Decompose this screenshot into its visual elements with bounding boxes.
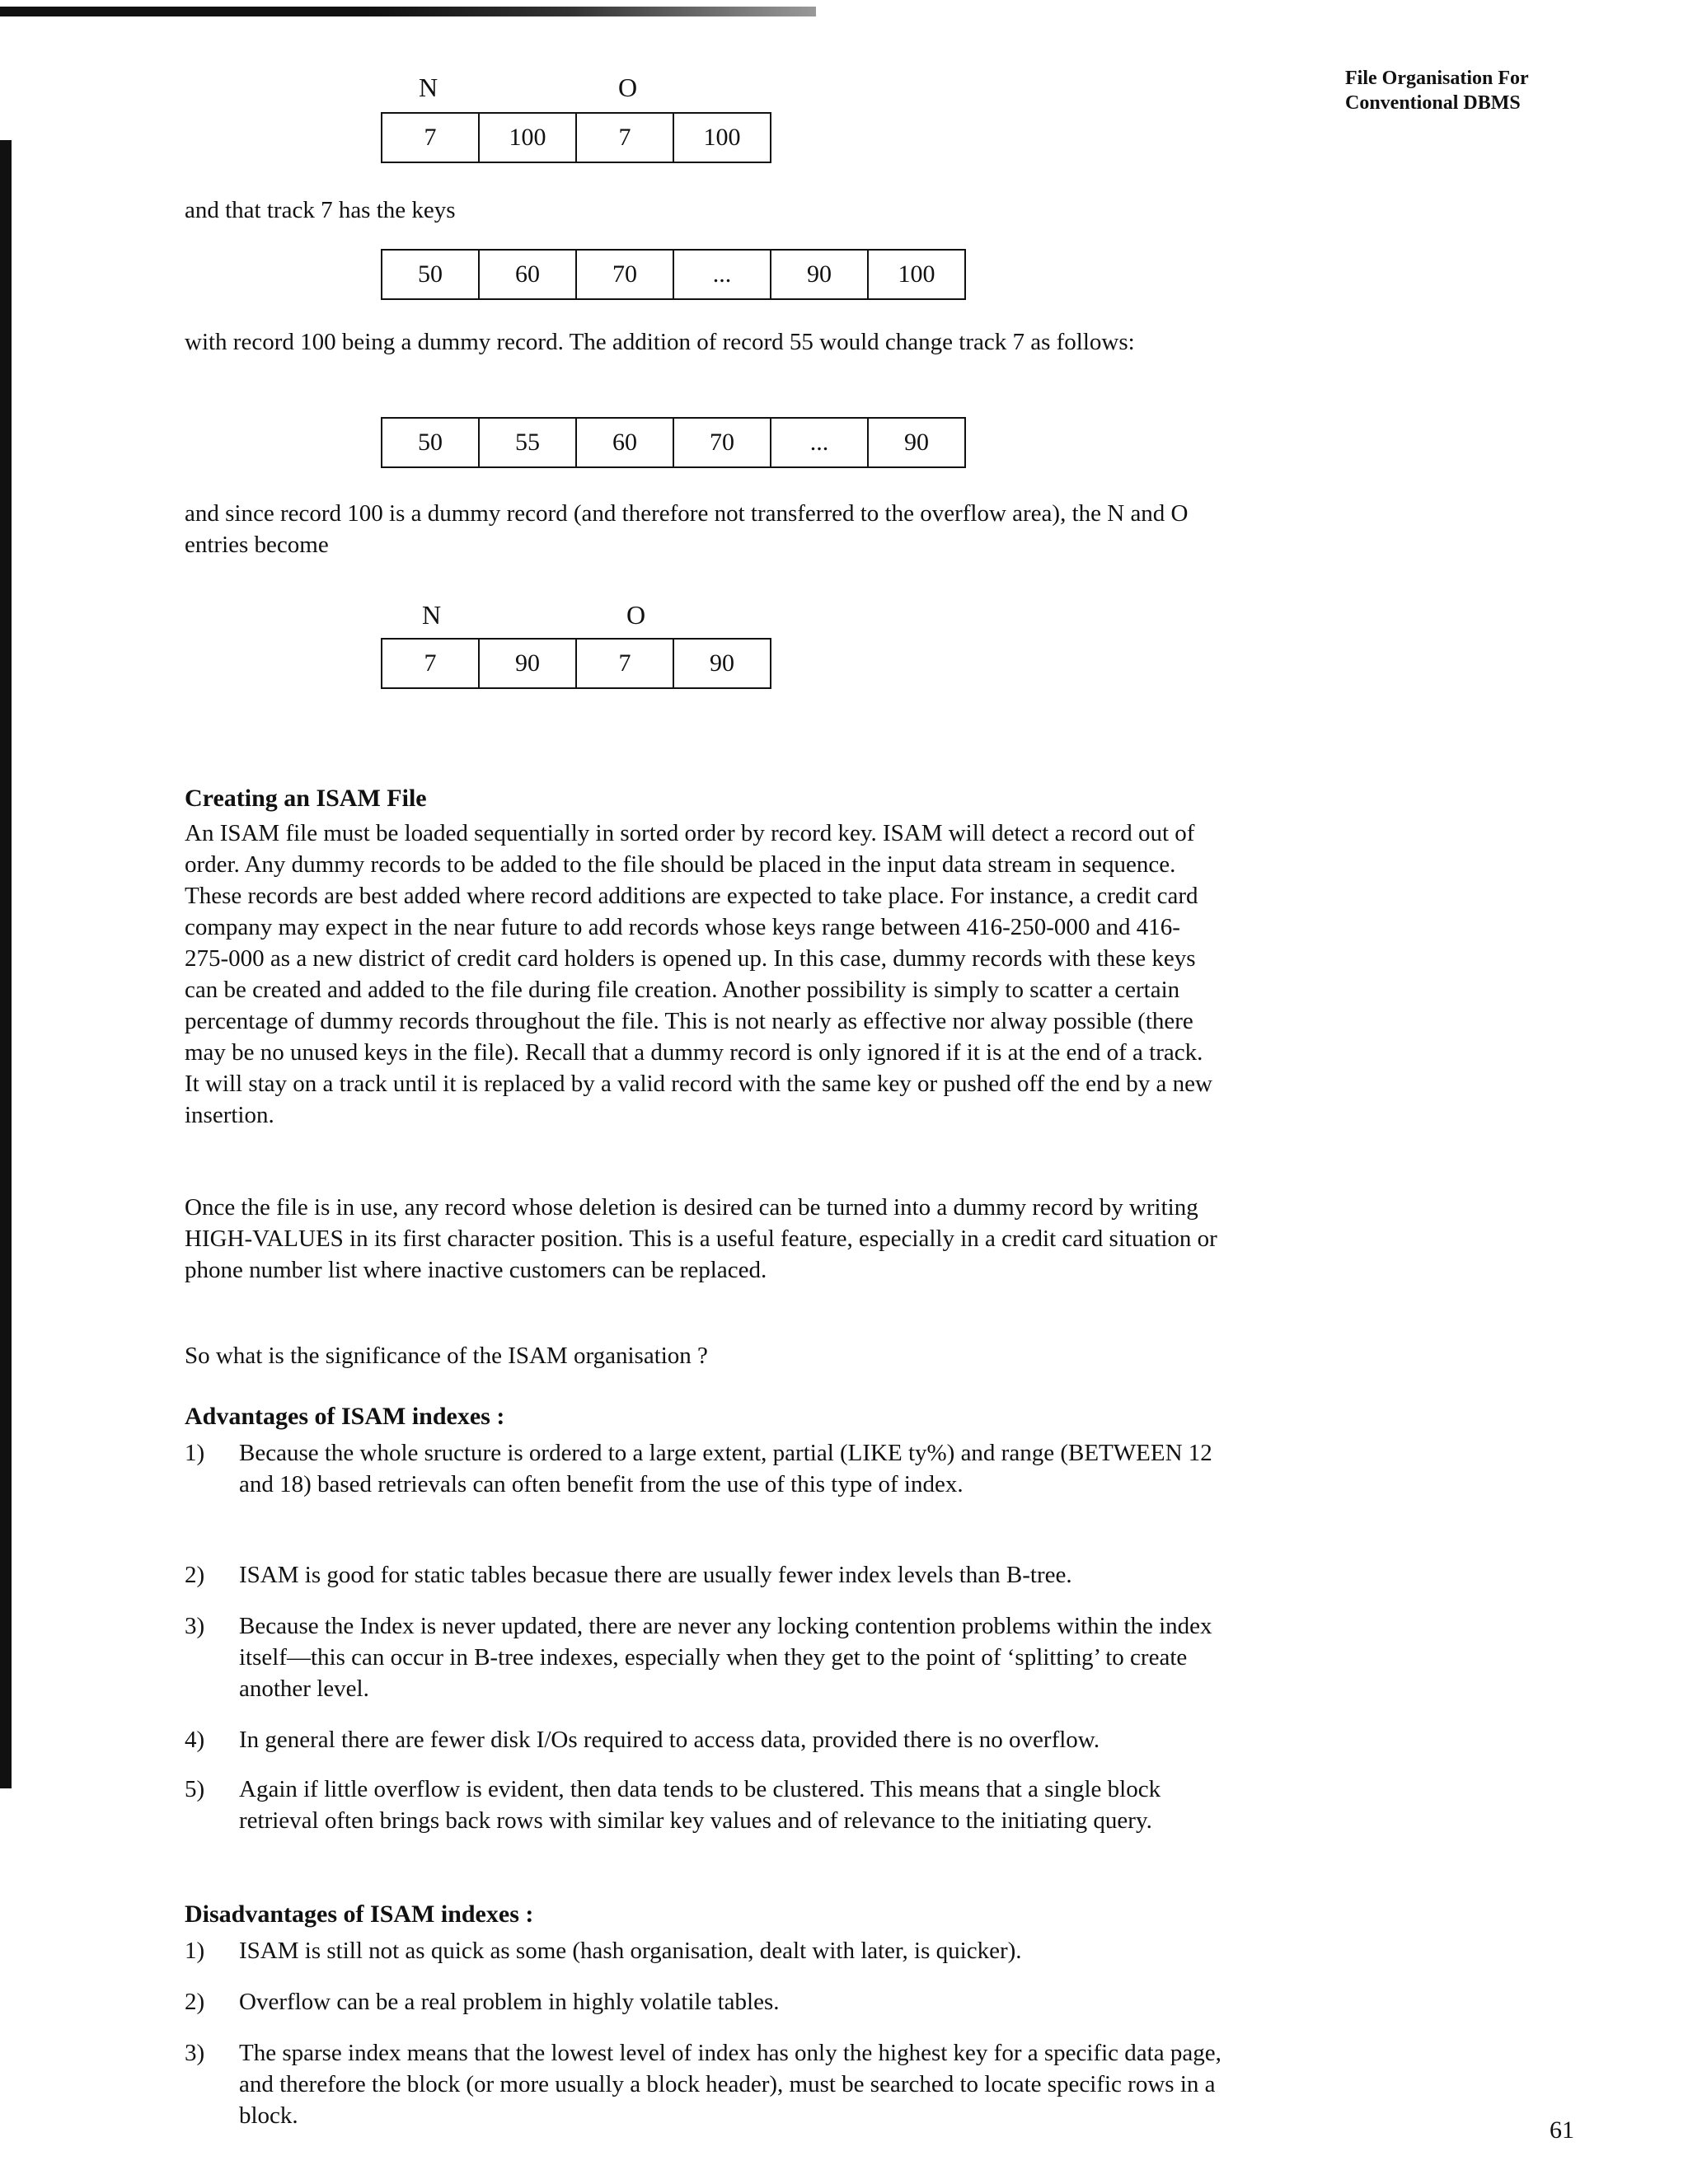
page-edge-shadow bbox=[0, 140, 12, 1788]
track7-before-cell: 90 bbox=[770, 249, 869, 300]
disadvantage-item bbox=[185, 2037, 1223, 2131]
advantage-item bbox=[185, 1559, 1223, 1591]
track7-before-cell: 60 bbox=[478, 249, 577, 300]
advantage-text: In general there are fewer disk I/Os required to access data, provided there is no overflow. bbox=[239, 1727, 1100, 1753]
advantage-text: ISAM is good for static tables becasue there are usually fewer index levels than B-tree. bbox=[239, 1562, 1072, 1588]
track7-after-cell: 55 bbox=[478, 417, 577, 468]
advantage-text: Because the Index is never updated, there are never any locking contention problems within the index itself—this can occur in B-tree indexes, especially when they get to the point of ‘splitting’ to create another level. bbox=[239, 1613, 1212, 1702]
disadvantage-number: 2) bbox=[185, 1989, 205, 2015]
no-table-2-cell: 90 bbox=[478, 638, 577, 689]
no-table-1-cell: 7 bbox=[575, 112, 674, 163]
dummy-record-text: with record 100 being a dummy record. The addition of record 55 would change track 7 as follows: bbox=[185, 329, 1135, 355]
top-rule bbox=[0, 7, 816, 16]
track7-after-cell: 60 bbox=[575, 417, 674, 468]
track-intro-text: and that track 7 has the keys bbox=[185, 197, 456, 223]
advantage-number: 3) bbox=[185, 1613, 205, 1639]
advantage-item bbox=[185, 1724, 1223, 1755]
label-n-2: N bbox=[422, 600, 442, 630]
label-o-2: O bbox=[626, 600, 646, 630]
running-header-line2: Conventional DBMS bbox=[1345, 92, 1521, 114]
label-o-1: O bbox=[618, 73, 638, 102]
no-table-2-cell: 7 bbox=[381, 638, 480, 689]
disadvantage-text: Overflow can be a real problem in highly volatile tables. bbox=[239, 1989, 780, 2015]
disadvantage-number: 1) bbox=[185, 1938, 205, 1964]
advantage-number: 1) bbox=[185, 1440, 205, 1466]
disadvantage-number: 3) bbox=[185, 2040, 205, 2066]
track7-before-cell: ... bbox=[673, 249, 771, 300]
track7-after-cell: 50 bbox=[381, 417, 480, 468]
track7-before-cell: 100 bbox=[867, 249, 966, 300]
significance-text: So what is the significance of the ISAM organisation ? bbox=[185, 1343, 708, 1369]
track7-before-table bbox=[381, 249, 966, 300]
no-table-1-cell: 100 bbox=[478, 112, 577, 163]
advantages-heading: Advantages of ISAM indexes : bbox=[185, 1403, 505, 1430]
disadvantage-item bbox=[185, 1986, 1223, 2018]
advantage-number: 4) bbox=[185, 1727, 205, 1753]
running-header-line1: File Organisation For bbox=[1345, 68, 1529, 89]
disadvantage-item bbox=[185, 1935, 1223, 1966]
advantage-text: Again if little overflow is evident, then data tends to be clustered. This means that a single block retrieval often brings back rows with similar key values and of relevance to the initiating query. bbox=[239, 1776, 1161, 1834]
advantage-number: 2) bbox=[185, 1562, 205, 1588]
advantage-text: Because the whole sructure is ordered to a large extent, partial (LIKE ty%) and range (BETWEEN 12 and 18) based retrievals can often benefit from the use of this type of index. bbox=[239, 1440, 1212, 1497]
advantage-number: 5) bbox=[185, 1776, 205, 1802]
track7-before-cell: 70 bbox=[575, 249, 674, 300]
disadvantages-heading: Disadvantages of ISAM indexes : bbox=[185, 1900, 534, 1928]
no-table-2-cell: 7 bbox=[575, 638, 674, 689]
once-in-use-paragraph: Once the file is in use, any record whose deletion is desired can be turned into a dummy record by writing HIGH-VALUES in its first character position. This is a useful feature, especially in a credit card situation or phone number list where inactive customers can be replaced. bbox=[185, 1194, 1217, 1283]
no-entries-text: and since record 100 is a dummy record (and therefore not transferred to the overflow area), the N and O entries become bbox=[185, 500, 1189, 558]
track7-after-cell: 90 bbox=[867, 417, 966, 468]
no-table-1-cell: 100 bbox=[673, 112, 771, 163]
track7-after-cell: 70 bbox=[673, 417, 771, 468]
creating-isam-paragraph: An ISAM file must be loaded sequentially in sorted order by record key. ISAM will detect a record out of order. Any dummy records to be added to the file should be placed in the input data stream in sequence. These records are best added where record additions are expected to take place. For instance, a credit card company may expect in the near future to add records whose keys range between 416-250-000 and 416-275-000 as a new district of credit card holders is opened up. In this case, dummy records with these keys can be created and added to the file during file creation. Another possibility is simply to scatter a certain percentage of dummy records throughout the file. This is not nearly as effective nor alway possible (there may be no unused keys in the file). Recall that a dummy record is only ignored if it is at the end of a track. It will stay on a track until it is replaced by a valid record with the same key or pushed off the end by a new insertion. bbox=[185, 820, 1212, 1128]
disadvantage-text: The sparse index means that the lowest level of index has only the highest key for a specific data page, and therefore the block (or more usually a block header), must be searched to locate specific rows in a block. bbox=[239, 2040, 1221, 2129]
creating-isam-heading: Creating an ISAM File bbox=[185, 785, 427, 812]
track7-after-cell: ... bbox=[770, 417, 869, 468]
disadvantage-text: ISAM is still not as quick as some (hash organisation, dealt with later, is quicker). bbox=[239, 1938, 1022, 1964]
advantage-item bbox=[185, 1610, 1223, 1704]
page-number: 61 bbox=[1550, 2116, 1574, 2144]
advantage-item bbox=[185, 1437, 1223, 1500]
no-table-2-cell: 90 bbox=[673, 638, 771, 689]
advantage-item bbox=[185, 1774, 1223, 1836]
no-table-1-cell: 7 bbox=[381, 112, 480, 163]
no-table-1 bbox=[381, 112, 771, 163]
track7-after-table bbox=[381, 417, 966, 468]
track7-before-cell: 50 bbox=[381, 249, 480, 300]
running-header bbox=[1345, 66, 1592, 115]
no-table-2 bbox=[381, 638, 771, 689]
label-n-1: N bbox=[419, 73, 438, 102]
